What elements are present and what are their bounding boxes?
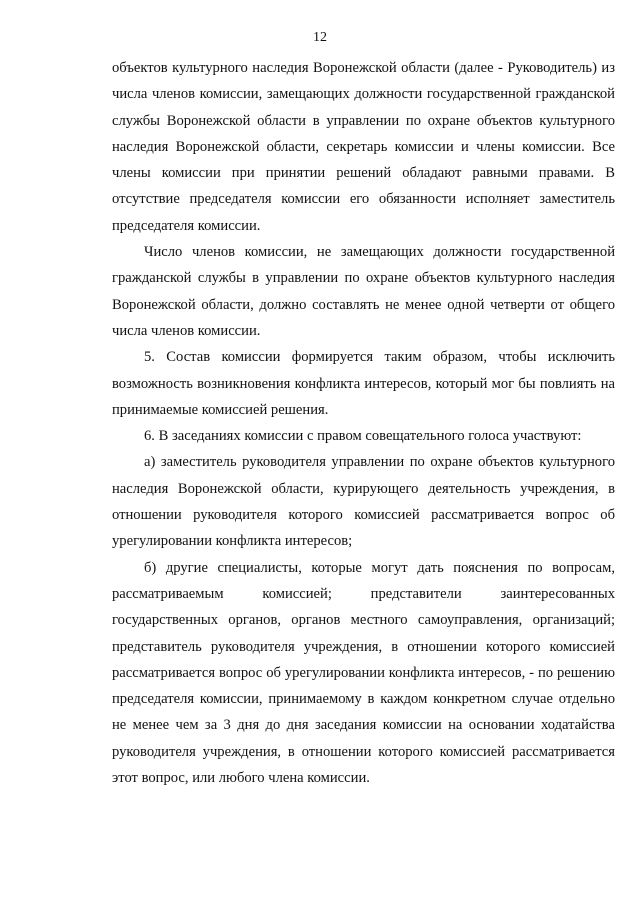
- page-number: 12: [313, 30, 327, 45]
- paragraph-member-share: Число членов комиссии, не замещающих должности государственной гражданской службы в управлении по охране объектов культурного наследия Воронежской области, должно составлять не менее одной четверти от общего числа членов комиссии.: [112, 244, 615, 339]
- document-body: [112, 55, 615, 791]
- paragraph-item-6: 6. В заседаниях комиссии с правом совещательного голоса участвуют:: [144, 428, 582, 445]
- paragraph-item-6b: б) другие специалисты, которые могут дать пояснения по вопросам, рассматриваемым комиссией; представители заинтересованных государственных органов, органов местного самоуправления, организаций; представитель руководителя учреждения, в отношении которого комиссией рассматривается вопрос об урегулировании конфликта интересов, - по решению председателя комиссии, принимаемому в каждом конкретном случае отдельно не менее чем за 3 дня до дня заседания комиссии на основании ходатайства руководителя учреждения, в отношении которого комиссией рассматривается этот вопрос, или любого члена комиссии.: [112, 559, 615, 787]
- paragraph-continuation: объектов культурного наследия Воронежской области (далее - Руководитель) из числа членов комиссии, замещающих должности государственной гражданской службы Воронежской области в управлении по охране объектов культурного наследия Воронежской области, секретарь комиссии и члены комиссии. Все члены комиссии при принятии решений обладают равными правами. В отсутствие председателя комиссии его обязанности исполняет заместитель председателя комиссии.: [112, 60, 615, 234]
- paragraph-item-5: 5. Состав комиссии формируется таким образом, чтобы исключить возможность возникновения конфликта интересов, который мог бы повлиять на принимаемые комиссией решения.: [112, 349, 615, 418]
- paragraph-item-6a: а) заместитель руководителя управлении по охране объектов культурного наследия Воронежской области, курирующего деятельность учреждения, в отношении руководителя которого комиссией рассматривается вопрос об урегулировании конфликта интересов;: [112, 454, 615, 550]
